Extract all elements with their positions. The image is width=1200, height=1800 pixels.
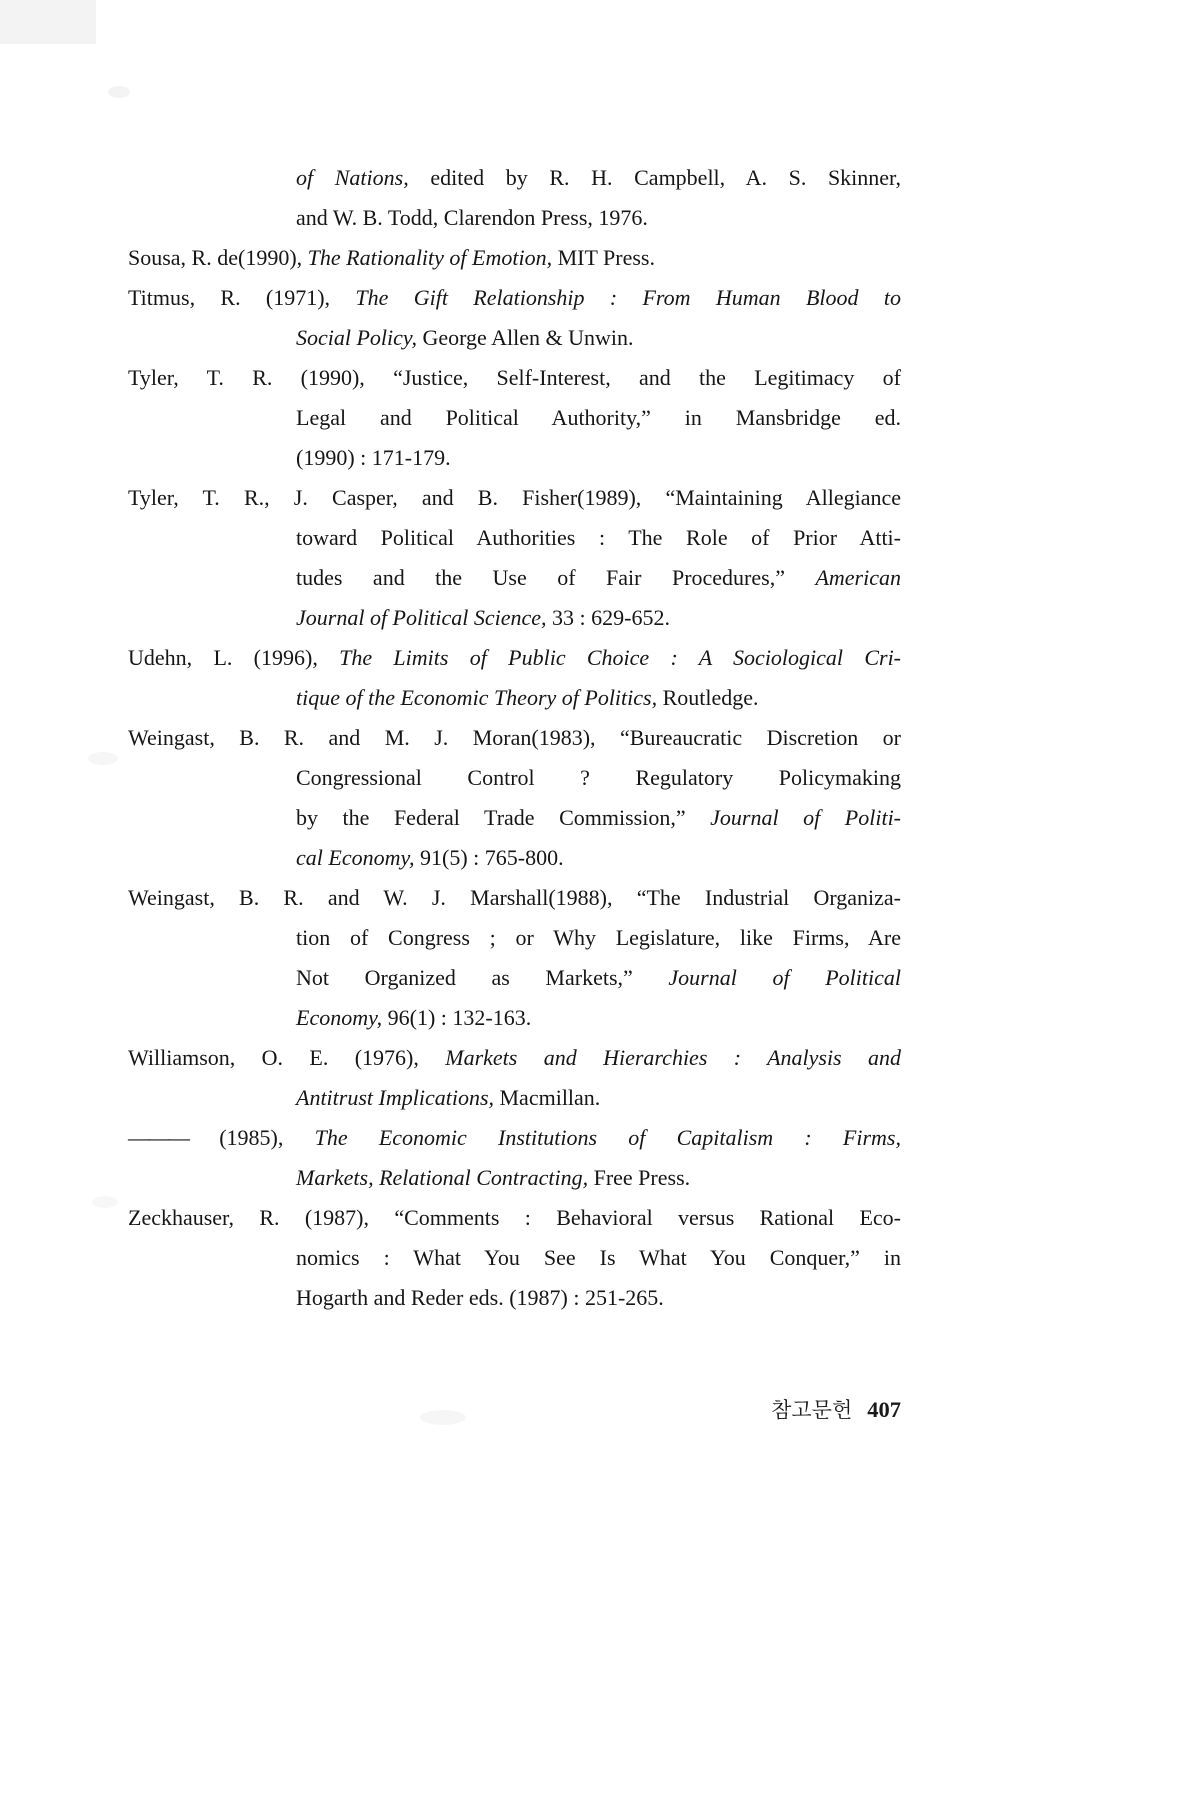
reference-line (128, 438, 901, 478)
text-run: Legal and Political Authority,” in Mansbridge ed. (296, 405, 901, 430)
text-run: (1990) : 171-179. (296, 445, 451, 470)
text-run: by the Federal Trade Commission,” (296, 805, 711, 830)
text-run: Tyler, T. R. (1990), “Justice, Self-Interest, and the Legitimacy of (128, 365, 901, 390)
text-run: (1985), (188, 1125, 315, 1150)
text-run: Williamson, O. E. (1976), (128, 1045, 446, 1070)
text-run: Zeckhauser, R. (1987), “Comments : Behavioral versus Rational Eco- (128, 1205, 901, 1230)
text-run: nomics : What You See Is What You Conquer,” in (296, 1245, 901, 1270)
text-run: edited by R. H. Campbell, A. S. Skinner, (408, 165, 901, 190)
reference-line (128, 598, 901, 638)
text-run: Tyler, T. R., J. Casper, and B. Fisher(1989), “Maintaining Allegiance (128, 485, 901, 510)
italic-text-run: tique of the Economic Theory of Politics, (296, 685, 658, 710)
repeated-author-dash: ——— (128, 1125, 188, 1150)
reference-line (128, 1118, 901, 1158)
reference-line (128, 998, 901, 1038)
scan-artifact (108, 86, 130, 98)
text-run: Not Organized as Markets,” (296, 965, 669, 990)
reference-line (128, 478, 901, 518)
text-run: tudes and the Use of Fair Procedures,” (296, 565, 816, 590)
reference-entry (128, 878, 901, 1038)
reference-entry (128, 478, 901, 638)
scan-artifact (88, 752, 118, 765)
italic-text-run: cal Economy, (296, 845, 415, 870)
reference-line (128, 1278, 901, 1318)
italic-text-run: The Gift Relationship : From Human Blood to (355, 285, 901, 310)
italic-text-run: Social Policy, (296, 325, 417, 350)
reference-line (128, 398, 901, 438)
scan-artifact (0, 0, 96, 44)
text-run: George Allen & Unwin. (416, 325, 634, 350)
text-run: Free Press. (588, 1165, 691, 1190)
text-run: 33 : 629-652. (546, 605, 670, 630)
reference-entry (128, 358, 901, 478)
text-run: Congressional Control ? Regulatory Policymaking (296, 765, 901, 790)
text-run: Weingast, B. R. and W. J. Marshall(1988), “The Industrial Organiza- (128, 885, 901, 910)
reference-list (128, 158, 901, 1318)
footer-section-label: 참고문헌 (771, 1398, 853, 1422)
reference-line (128, 158, 901, 198)
page-footer (128, 1390, 901, 1430)
reference-line (128, 918, 901, 958)
text-run: Sousa, R. de(1990), (128, 245, 308, 270)
reference-line (128, 1038, 901, 1078)
text-run: MIT Press. (552, 245, 655, 270)
reference-line (128, 518, 901, 558)
reference-entry (128, 638, 901, 718)
italic-text-run: The Rationality of Emotion, (307, 245, 553, 270)
text-run: 91(5) : 765-800. (414, 845, 564, 870)
reference-line (128, 798, 901, 838)
text-run: Weingast, B. R. and M. J. Moran(1983), “Bureaucratic Discretion or (128, 725, 901, 750)
italic-text-run: Journal of Political Science, (296, 605, 547, 630)
reference-line (128, 1158, 901, 1198)
text-run: Hogarth and Reder eds. (1987) : 251-265. (296, 1285, 664, 1310)
footer-page-number: 407 (867, 1397, 901, 1422)
reference-line (128, 638, 901, 678)
reference-entry (128, 1118, 901, 1198)
reference-line (128, 718, 901, 758)
italic-text-run: Economy, (296, 1005, 383, 1030)
reference-entry (128, 158, 901, 238)
reference-line (128, 878, 901, 918)
italic-text-run: The Economic Institutions of Capitalism : Firms, (314, 1125, 901, 1150)
reference-line (128, 758, 901, 798)
italic-text-run: Antitrust Implications, (296, 1085, 494, 1110)
text-run: and W. B. Todd, Clarendon Press, 1976. (296, 205, 648, 230)
reference-line (128, 238, 901, 278)
reference-entry (128, 718, 901, 878)
reference-entry (128, 278, 901, 358)
reference-line (128, 278, 901, 318)
text-run: Titmus, R. (1971), (128, 285, 356, 310)
text-run: toward Political Authorities : The Role of Prior Atti- (296, 525, 901, 550)
text-run: 96(1) : 132-163. (382, 1005, 532, 1030)
reference-line (128, 1198, 901, 1238)
italic-text-run: Journal of Political (668, 965, 901, 990)
reference-line (128, 1238, 901, 1278)
reference-line (128, 558, 901, 598)
text-run: Routledge. (657, 685, 759, 710)
reference-line (128, 198, 901, 238)
reference-line (128, 678, 901, 718)
text-run: Macmillan. (494, 1085, 601, 1110)
italic-text-run: Markets and Hierarchies : Analysis and (445, 1045, 901, 1070)
reference-line (128, 958, 901, 998)
italic-text-run: Markets, Relational Contracting, (296, 1165, 589, 1190)
italic-text-run: Journal of Politi- (710, 805, 902, 830)
reference-entry (128, 1038, 901, 1118)
reference-entry (128, 238, 901, 278)
reference-line (128, 318, 901, 358)
reference-line (128, 1078, 901, 1118)
scan-artifact (92, 1196, 118, 1208)
reference-line (128, 838, 901, 878)
text-run: Udehn, L. (1996), (128, 645, 340, 670)
text-run: tion of Congress ; or Why Legislature, like Firms, Are (296, 925, 901, 950)
italic-text-run: of Nations, (296, 165, 409, 190)
reference-entry (128, 1198, 901, 1318)
italic-text-run: American (815, 565, 901, 590)
italic-text-run: The Limits of Public Choice : A Sociological Cri- (339, 645, 902, 670)
reference-line (128, 358, 901, 398)
